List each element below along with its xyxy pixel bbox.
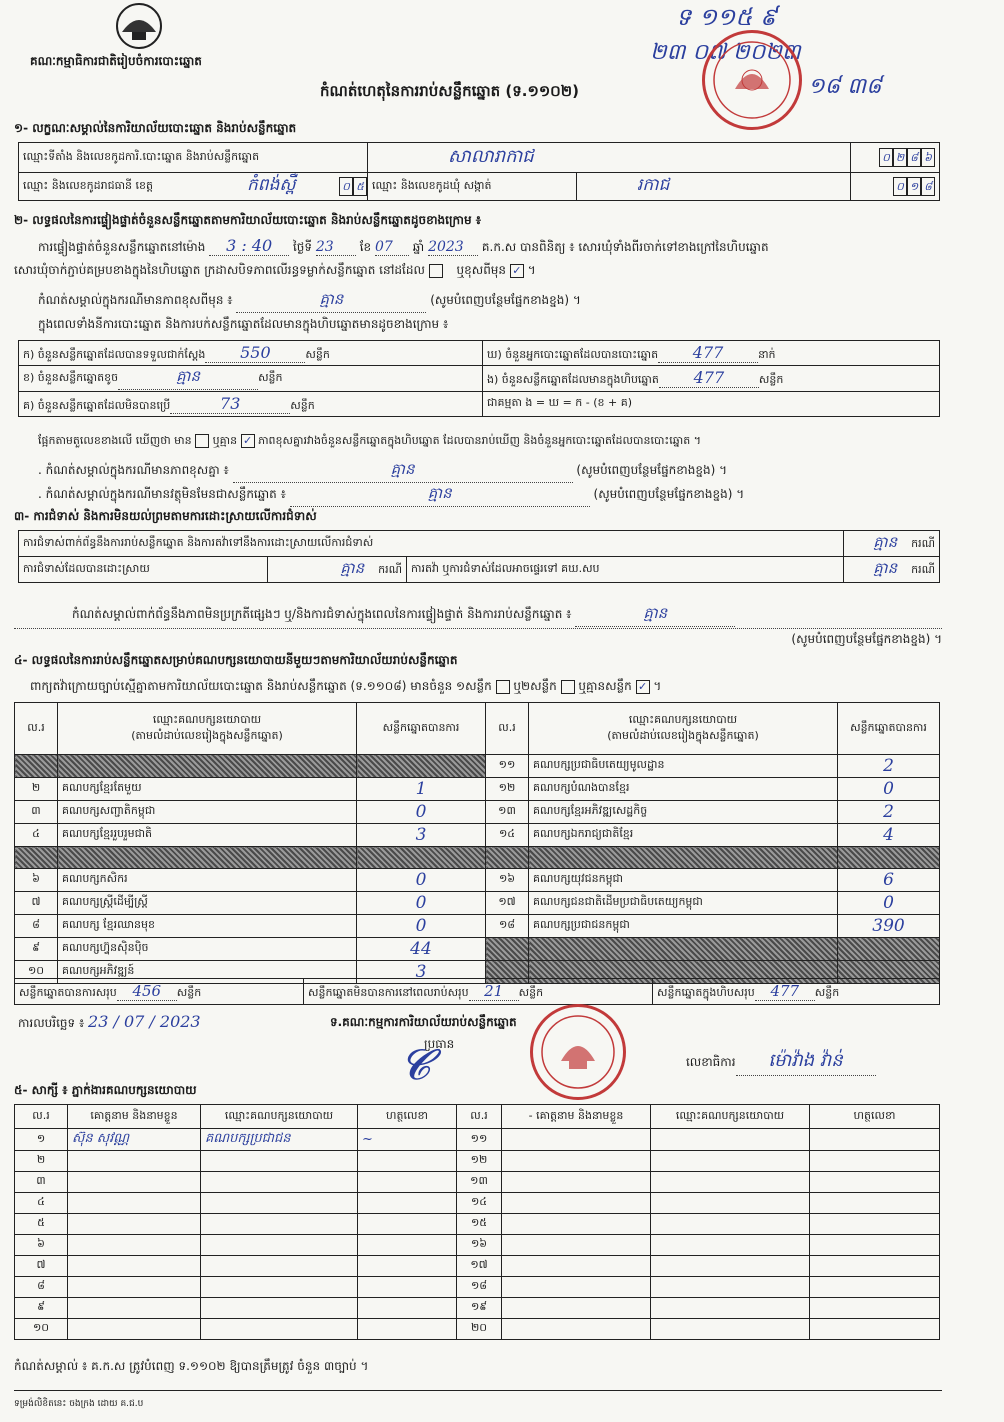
witness-signature [358,1298,457,1319]
party-name: គណបក្សបំណងបានខ្មែរ [529,778,838,801]
received-label: ក) ចំនួនសន្លឹកឆ្នោតដែលបានទទួលជាក់ស្តែង [23,347,206,361]
weird-note-value: គ្មាន [290,484,590,507]
party-votes: 44 [357,938,486,961]
party-no: ៧ [15,892,58,915]
witness-signature [810,1319,940,1340]
sign-date: 23 / 07 / 2023 [88,1012,201,1031]
location-value: សាលារាកាជ [368,143,851,173]
party-no: ១៨ [486,915,529,938]
witness-signature [358,1172,457,1193]
province-code-1: ០ [339,177,353,196]
witness-no: ៧ [15,1256,68,1277]
witness-no: ១៧ [457,1256,502,1277]
party-no: ៨ [15,915,58,938]
province-code-2: ៥ [353,177,367,196]
party-votes: 390 [838,915,940,938]
witness-party [201,1256,358,1277]
received-value: 550 [205,343,305,363]
changed-checkbox[interactable]: ✓ [510,264,524,278]
witness-name [502,1172,651,1193]
witness-party [651,1151,810,1172]
in-box-label: ង) ចំនួនសន្លឹកឆ្នោតដែលមានក្នុងហិបឆ្នោត [487,373,659,386]
witness-no: ១០ [15,1319,68,1340]
witness-row [15,1151,940,1172]
witness-no: ៥ [15,1214,68,1235]
witness-party [651,1298,810,1319]
witness-signature: ~ [358,1129,457,1151]
verify-time: 3 : 40 [209,236,289,256]
chair-label: ប្រធាន [424,1037,455,1051]
witness-signature [810,1172,940,1193]
shaded-cell [15,755,58,778]
witness-no: ១៣ [457,1172,502,1193]
witness-name [68,1277,201,1298]
witness-no: ២០ [457,1319,502,1340]
secretary-line: លេខាធិការ ម៉ោវ៉ាង វ៉ាន់ [686,1048,876,1076]
witness-no: ១៨ [457,1277,502,1298]
diff-line: ផ្អែកតាមតួលេខខាងលើ ឃើញថា មាន ឬគ្មាន ✓ ភាពខុសគ្នារវាងចំនួនសន្លឹកឆ្នោតក្នុងហិបឆ្នោត ដែលបានរាប់ឃើញ និងចំនួនអ្នកបោះឆ្នោតដែលបានបោះឆ្នោត ។ [38,434,701,447]
escalated-value: គ្មាន [873,558,898,577]
witness-party [651,1214,810,1235]
party-votes: 6 [838,869,940,892]
witness-signature [810,1256,940,1277]
party-votes: 3 [357,824,486,847]
spoiled-label: ខ) ចំនួនសន្លឹកឆ្នោតខូច [23,371,119,384]
change-note-value: គ្មាន [236,290,426,313]
witness-no: ១ [15,1129,68,1151]
party-votes: 2 [838,755,940,778]
witness-party [651,1129,810,1151]
witness-name [68,1298,201,1319]
witness-signature [810,1235,940,1256]
witness-no: ១៩ [457,1298,502,1319]
witness-party [651,1277,810,1298]
section5-title: ៥- សាក្សី ៖ ភ្នាក់ងារគណបក្សនយោបាយ [14,1083,197,1097]
party-name: គណបក្សហ្វ៊ុនស៊ិនប៉ិច [58,938,357,961]
results-row [15,892,940,915]
shaded-cell [15,847,58,869]
total-invalid-value: 21 [469,982,519,1001]
verify-line: ការផ្ទៀងផ្ទាត់ចំនួនសន្លឹកឆ្នោតនៅម៉ោង 3 : 40 ថ្ងៃទី 23 ខែ 07 ឆ្នាំ 2023 គ.ក.ស បានពិនិត្យ ៖ សោរឃុំទាំងពីរចាក់ទៅខាងក្រៅនៃហិបឆ្នោត [38,236,769,255]
witness-party [201,1172,358,1193]
secretary-signature: ម៉ោវ៉ាង វ៉ាន់ [736,1048,876,1076]
org-name: គណៈកម្មាធិការជាតិរៀបចំការបោះឆ្នោត [30,54,202,68]
footer-tiny: ទម្រង់លិខិតនេះ ចងក្រង ដោយ គ.ជ.ប [14,1399,144,1409]
witness-party [651,1172,810,1193]
verify-year: 2023 [428,239,478,256]
unused-label: គ) ចំនួនសន្លឹកឆ្នោតដែលមិនបានប្រើ [23,398,171,412]
witness-party [201,1193,358,1214]
witness-name [502,1193,651,1214]
section2-title: ២- លទ្ធផលនៃការផ្ទៀងផ្ទាត់ចំនួនសន្លឹកឆ្នោតតាមការិយាល័យបោះឆ្នោត និងរាប់សន្លឹកឆ្នោតដូចខាងក្រោម ៖ [14,213,482,227]
party-no: ១៧ [486,892,529,915]
witness-signature [810,1151,940,1172]
party-name: គណបក្សស្ត្រីដើម្បីស្ត្រី [58,892,357,915]
section1-table [18,142,940,201]
shaded-cell [838,938,940,961]
two-sheets-checkbox[interactable] [561,680,575,694]
witness-no: ៣ [15,1172,68,1193]
witness-row [15,1235,940,1256]
party-no: ១៤ [486,824,529,847]
witness-name [68,1151,201,1172]
party-no: ៣ [15,801,58,824]
change-note-line: កំណត់សម្គាល់ក្នុងករណីមានភាពខុសពីមុន ៖ គ្មាន (សូមបំពេញបន្ថែមផ្នែកខាងខ្នង) ។ [38,290,581,313]
commune-code: ០ ១ ៨ [851,173,940,201]
shaded-cell [486,847,529,869]
witness-name [68,1214,201,1235]
party-votes: 0 [357,892,486,915]
witness-name [502,1256,651,1277]
witness-no: ២ [15,1151,68,1172]
total-box-value: 477 [755,982,815,1001]
witness-name [502,1277,651,1298]
witness-row [15,1129,940,1151]
handwritten-date: ២៣ ០៧ ២០២៣ [650,40,801,65]
party-name: គណបក្សសញ្ជាតិកម្ពុជា [58,801,357,824]
party-no: ១១ [486,755,529,778]
diff-note-line: . កំណត់សម្គាល់ក្នុងករណីមានភាពខុសគ្នា ៖ គ្មាន (សូមបំពេញបន្ថែមផ្នែកខាងខ្នង) ។ [38,460,727,483]
verify-month: 07 [375,239,409,256]
party-votes: 0 [357,801,486,824]
party-no: ៦ [15,869,58,892]
witness-row [15,1298,940,1319]
official-seal-bottom [530,1004,626,1100]
party-name: គណបក្សជនជាតិដើមប្រជាធិបតេយ្យកម្ពុជា [529,892,838,915]
results-row [15,824,940,847]
witness-name [502,1214,651,1235]
results-row [15,847,940,869]
voters-label: ឃ) ចំនួនអ្នកបោះឆ្នោតដែលបានបោះឆ្នោត [487,347,659,361]
diff-yes-checkbox[interactable] [195,434,209,448]
results-row [15,938,940,961]
spoiled-value: គ្មាន [118,367,258,390]
result-intro: ក្នុងពេលទាំងនីការបោះឆ្នោត និងការបក់សន្លឹកឆ្នោតដែលមានក្នុងហិបឆ្នោតមានដូចខាងក្រោម ៖ [38,317,449,331]
footer-note: កំណត់សម្គាល់ ៖ គ.ក.ស ត្រូវបំពេញ ទ.១១០២ ឱ្យបានត្រឹមត្រូវ ចំនួន ៣ច្បាប់ ។ [14,1359,369,1373]
witness-no: ១៥ [457,1214,502,1235]
location-code: ០ ២ ៨ ៦ [851,143,940,173]
witness-name [502,1319,651,1340]
location-label: ឈ្មោះទីតាំង និងលេខកូដការិ.បោះឆ្នោត និងរាប់សន្លឹកឆ្នោត [19,143,368,173]
witness-signature [358,1277,457,1298]
witness-signature [358,1214,457,1235]
witness-no: ៤ [15,1193,68,1214]
results-row [15,869,940,892]
witness-party [201,1277,358,1298]
witness-name [68,1172,201,1193]
results-row [15,778,940,801]
objection-table: ការជំទាស់ពាក់ព័ន្ធនឹងការរាប់សន្លឹកឆ្នោត និងការតវ៉ាទៅនឹងការដោះស្រាយលើការជំទាស់ គ្មាន ករណី ការជំទាស់ដែលបានដោះស្រាយ គ្មាន ករណី ការតវ៉ា ឬការជំទាស់ដែលអាចផ្ទេរទៅ គឃ.សប គ្មាន ករណី [18,530,940,583]
party-name: គណបក្សប្រជាជនកម្ពុជា [529,915,838,938]
shaded-cell [58,847,357,869]
shaded-cell [357,755,486,778]
party-no: ២ [15,778,58,801]
party-no: ៤ [15,824,58,847]
witness-party [201,1319,358,1340]
weird-note-line: . កំណត់សម្គាល់ក្នុងករណីមានវត្ថុមិនមែនជាសន្លឹកឆ្នោត ៖ គ្មាន (សូមបំពេញបន្ថែមផ្នែកខាងខ្នង) ។ [38,484,744,507]
witness-name [502,1235,651,1256]
witness-name [68,1235,201,1256]
official-seal-top [702,30,802,130]
party-no: ១០ [15,961,58,984]
shaded-cell [838,847,940,869]
witness-signature [810,1298,940,1319]
section3-title: ៣- ការជំទាស់ និងការមិនយល់ព្រមតាមការដោះស្រាយលើការជំទាស់ [14,509,317,523]
committee-label: ទ.គណៈកម្មការការិយាល័យរាប់សន្លឹកឆ្នោត [330,1015,517,1029]
witness-name: ស៊ុន សុវណ្ណ [68,1129,201,1151]
witness-row [15,1319,940,1340]
party-name: គណបក្សខ្មែរតែមួយ [58,778,357,801]
party-no: ១៦ [486,869,529,892]
party-votes: 2 [838,801,940,824]
witness-party [651,1256,810,1277]
party-votes: 4 [838,824,940,847]
witness-row [15,1214,940,1235]
party-votes: 0 [357,869,486,892]
lock-line: សោរឃុំចាក់ភ្ជាប់គម្របខាងក្នុងនៃហិបឆ្នោត ក្រដាសបិទភាពលើរន្ធទម្លាក់សន្លឹកឆ្នោត នៅដដែល ឬខុសពីមុន ✓ ។ [14,263,536,277]
escalated-label: ការតវ៉ា ឬការជំទាស់ដែលអាចផ្ទេរទៅ គឃ.សប [407,557,844,583]
count-box: ក) ចំនួនសន្លឹកឆ្នោតដែលបានទទួលជាក់ស្តែង 550 សន្លឹក ឃ) ចំនួនអ្នកបោះឆ្នោតដែលបានបោះឆ្នោត 477 នាក់ ខ) ចំនួនសន្លឹកឆ្នោតខូច គ្មាន សន្លឹក ង) ចំនួនសន្លឹកឆ្នោតដែលមានក្នុងហិបឆ្នោត 477 សន្លឹក គ) ចំនួនសន្លឹកឆ្នោតដែលមិនបានប្រើ 73 សន្លឹក ជាគម្មតា ង = ឃ = ក - (ខ + គ) [18,340,940,417]
witness-party [651,1193,810,1214]
one-sheet-checkbox[interactable] [496,680,510,694]
diff-no-checkbox[interactable]: ✓ [241,434,255,448]
date-line: ការលបរិច្ឆេទ ៖ 23 / 07 / 2023 [18,1012,201,1031]
handwritten-time: ១៨ ៣៨ [808,74,882,99]
shaded-cell [529,847,838,869]
shaded-cell [58,755,357,778]
province-label: ឈ្មោះ និងលេខកូដរាជធានី ខេត្ត [23,178,153,192]
witness-signature [358,1256,457,1277]
total-valid-value: 456 [117,982,177,1001]
chair-signature: 𝓒 [400,1040,430,1089]
witness-name [68,1319,201,1340]
party-no: ១២ [486,778,529,801]
objection-value: គ្មាន [873,532,898,551]
witness-row [15,1172,940,1193]
doc-title: កំណត់ហេតុនៃការរាប់សន្លឹកឆ្នោត (ទ.១១០២) [320,82,580,100]
witness-no: ១២ [457,1151,502,1172]
witness-signature [358,1151,457,1172]
party-votes: 3 [357,961,486,984]
objection-label: ការជំទាស់ពាក់ព័ន្ធនឹងការរាប់សន្លឹកឆ្នោត និងការតវ៉ាទៅនឹងការដោះស្រាយលើការជំទាស់ [19,531,844,557]
party-name: គណបក្សឯករាជ្យជាតិខ្មែរ [529,824,838,847]
witness-row [15,1193,940,1214]
party-name: គណបក្សកសិករ [58,869,357,892]
verify-day: 23 [316,239,356,256]
witness-name [68,1256,201,1277]
nec-logo [108,2,170,50]
section4-title: ៤- លទ្ធផលនៃការរាប់សន្លឹកឆ្នោតសម្រាប់គណបក្សនយោបាយនីមួយៗតាមការិយាល័យរាប់សន្លឹកឆ្នោត [14,653,458,667]
formula: ជាគម្មតា ង = ឃ = ក - (ខ + គ) [483,392,940,417]
party-votes: 0 [838,892,940,915]
witness-no: ១១ [457,1129,502,1151]
results-row [15,755,940,778]
witness-party [201,1298,358,1319]
totals-row: សន្លឹកឆ្នោតបានការសរុប 456 សន្លឹក សន្លឹកឆ្នោតមិនបានការនៅពេលរាប់សរុប 21 សន្លឹក សន្លឹកឆ្នោតក្នុងហិបសរុប 477 សន្លឹក [14,978,940,1005]
witness-party [201,1151,358,1172]
no-sheet-checkbox[interactable]: ✓ [636,680,650,694]
party-votes: 0 [357,915,486,938]
irregularity-hint: (សូមបំពេញបន្ថែមផ្នែកខាងខ្នង) ។ [14,628,942,649]
witness-signature [810,1214,940,1235]
witness-no: ៩ [15,1298,68,1319]
witness-no: ៨ [15,1277,68,1298]
party-name: គណបក្សខ្មែររួបរួមជាតិ [58,824,357,847]
witness-party: គណបក្សប្រជាជន [201,1129,358,1151]
witness-signature [358,1193,457,1214]
diff-note-value: គ្មាន [233,460,573,483]
voters-value: 477 [658,343,758,363]
party-votes: 0 [838,778,940,801]
witness-signature [358,1319,457,1340]
witness-name [502,1298,651,1319]
witness-party [651,1235,810,1256]
party-name: គណបក្សខ្មែរអភិវឌ្ឍសេដ្ឋកិច្ច [529,801,838,824]
witness-name [502,1129,651,1151]
witness-party [651,1319,810,1340]
witness-row [15,1256,940,1277]
witness-table: ល.រ គោត្តនាម និងនាមខ្លួន ឈ្មោះគណបក្សនយោបាយ ហត្ថលេខា ល.រ - គោត្តនាម និងនាមខ្លួន ឈ្មោះគណបក្សនយោបាយ ហត្ថលេខា ១ ស៊ុន សុវណ្ណ គណបក្សប្រជាជន ~ ១១ ២ ១២ ៣ ១៣ ៤ ១៤ ៥ ១៥ ៦ ១៦ ៧ ១៧ ៨ ១៨ ៩ ១៩ ១០ ២០ [14,1104,940,1340]
results-row [15,915,940,938]
section1-title: ១- លក្ខណៈសម្គាល់នៃការិយាល័យបោះឆ្នោត និងរាប់សន្លឹកឆ្នោត [14,121,297,135]
results-table: ល.រ ឈ្មោះគណបក្សនយោបាយ (តាមលំដាប់លេខរៀងក្នុងសន្លឹកឆ្នោត) សន្លឹកឆ្នោតបានការ ល.រ ឈ្មោះគណបក្សនយោបាយ (តាមលំដាប់លេខរៀងក្នុងសន្លឹកឆ្នោត) សន្លឹកឆ្នោតបានការ ១១ គណបក្សប្រជាធិបតេយ្យមូលដ្ឋាន 2 ២ គណបក្សខ្មែរតែមួយ 1 ១២ គណបក្សបំណងបានខ្មែរ 0 ៣ គណបក្សសញ្ជាតិកម្ពុជា 0 ១៣ គណបក្សខ្មែរអភិវឌ្ឍសេដ្ឋកិច្ច 2 ៤ គណបក្សខ្មែររួបរួមជាតិ 3 ១៤ គណបក្សឯករាជ្យជាតិខ្មែរ 4 ៦ គណបក្សកសិករ 0 ១៦ គណបក្សយុវជនកម្ពុជា 6 ៧ គណបក្សស្ត្រីដើម្បីស្ត្រី 0 ១៧ គណបក្សជនជាតិដើមប្រជាធិបតេយ្យកម្ពុជា 0 ៨ គណបក្ស ខ្មែរឈានមុខ 0 ១៨ គណបក្សប្រជាជនកម្ពុជា 390 ៩ គណបក្សហ្វ៊ុនស៊ិនប៉ិច 44 ១០ គណបក្សអភិវឌ្ឍន៍ 3 [14,702,940,984]
province-value: កំពង់ស្ពឺ [247,175,296,195]
party-name: គណបក្សប្រជាធិបតេយ្យមូលដ្ឋាន [529,755,838,778]
witness-name [502,1151,651,1172]
shaded-cell [357,847,486,869]
party-votes: 1 [357,778,486,801]
shaded-cell [486,938,529,961]
unchanged-checkbox[interactable] [429,264,443,278]
party-name: គណបក្ស ខ្មែរឈានមុខ [58,915,357,938]
witness-no: ១៦ [457,1235,502,1256]
witness-signature [810,1277,940,1298]
witness-row [15,1277,940,1298]
witness-party [201,1214,358,1235]
witness-signature [810,1129,940,1151]
commune-label: ឈ្មោះ និងលេខកូដឃុំ សង្កាត់ [368,173,577,201]
witness-party [201,1235,358,1256]
resolved-label: ការជំទាស់ដែលបានដោះស្រាយ [19,557,268,583]
witness-no: ៦ [15,1235,68,1256]
witness-no: ១៤ [457,1193,502,1214]
handwritten-code: ទ ១១៥ ៩ [676,3,777,31]
irregularity-value: គ្មាន [575,604,735,627]
in-box-value: 477 [659,368,759,388]
results-row [15,801,940,824]
witness-name [68,1193,201,1214]
shaded-cell [529,938,838,961]
party-name: គណបក្សអភិវឌ្ឍន៍ [58,961,357,984]
unused-value: 73 [170,394,290,414]
irregularity-note: កំណត់សម្គាល់ពាក់ព័ន្ធនឹងភាពមិនប្រក្រតីផ្សេងៗ ឬ/និងការជំទាស់ក្នុងពេលនៃការផ្ទៀងផ្ទាត់ និងការរាប់សន្លឹកឆ្នោត ៖ គ្មាន [72,604,735,627]
tie-sheet-line: ពាក្យតវ៉ាក្រោយច្បាប់ស្មើគ្នាតាមការិយាល័យបោះឆ្នោត និងរាប់សន្លឹកឆ្នោត (ទ.១១០៨) មានចំនួន ១សន្លឹក ឬ២សន្លឹក ឬគ្មានសន្លឹក ✓ ។ [30,679,662,693]
party-name: គណបក្សយុវជនកម្ពុជា [529,869,838,892]
party-no: ៩ [15,938,58,961]
party-no: ១៣ [486,801,529,824]
commune-value: រកាជ [577,173,851,201]
witness-signature [810,1193,940,1214]
witness-signature [358,1235,457,1256]
resolved-value: គ្មាន [340,558,365,577]
